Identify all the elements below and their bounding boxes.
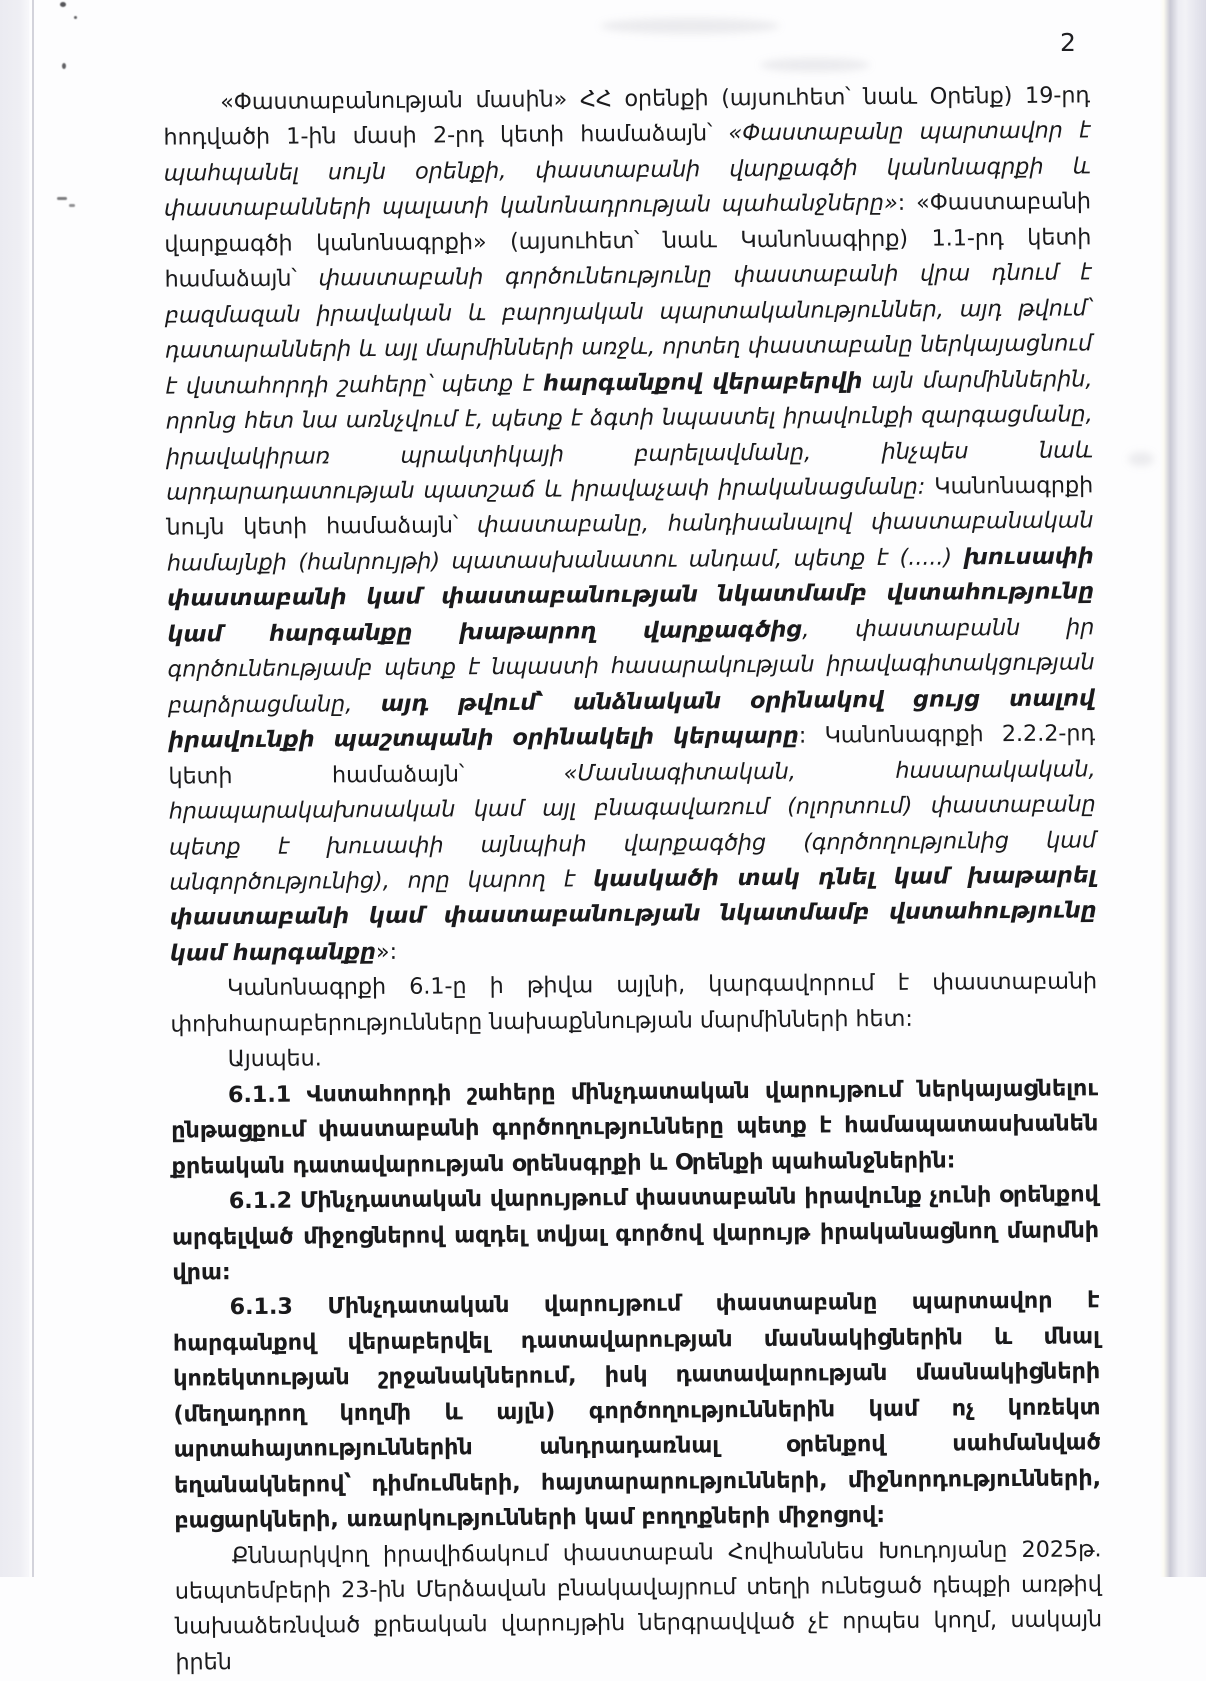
paragraph [172,1284,1101,1539]
page-number: 2 [1060,28,1076,57]
paragraph [171,1071,1099,1185]
text-run: , փաստաբանն իր գործունեությամբ պետք է նպաստի հասարակության իրավագիտակցության բարձրացմանը, [167,614,1095,719]
text-run: : «Փաստաբանի վարքագծի կանոնագրքի» (այսուհետ՝ նաև Կանոնագիրք) 1.1-րդ կետի համաձայն՝ [164,188,1092,293]
text-run: 6.1.1 Վստահորդի շահերը մինչդատական վարույթում ներկայացնելու ընթացքում փաստաբանի գործողությունները պետք է համապատասխանեն քրեական դատավարության օրենսգրքի և Օրենքի պահանջներին: [171,1075,1099,1180]
paragraph [174,1532,1102,1681]
ink-speck [74,16,77,19]
ink-speck [60,2,66,7]
scan-smudge [1128,452,1154,466]
text-run: Կանոնագրքի 6.1-ը ի թիվա այլնի, կարգավորում է փաստաբանի փոխհարաբերությունները նախաքննության մարմինների հետ: [170,968,1098,1038]
text-run: փաստաբանի գործունեությունը փաստաբանի վրա դնում է բազմազան իրավական և բարոյական պարտականություններ, այդ թվում՝ դատարանների և այլ մարմինների առջև, որտեղ փաստաբանը ներկայացնում է վստահորդի շահերը՝ պետք է [164,259,1093,400]
paragraph [170,965,1098,1043]
paragraph [172,1177,1100,1291]
paragraph [163,78,1097,972]
scan-right-page-edge [1160,0,1206,1577]
scan-smudge [600,18,780,34]
scan-left-margin [0,0,30,1577]
document-body [163,78,1103,1681]
ink-speck [62,63,66,69]
text-run: Քննարկվող իրավիճակում փաստաբան Հովհաննես Խուդոյանը 2025թ. սեպտեմբերի 23-ին Մերձավան բնակավայրում տեղի ունեցած դեպքի առթիվ նախաձեռնված քրեական վարույթին ներգրավված չէ որպես կողմ, սակայն իրեն [174,1535,1103,1676]
text-run: «Մասնագիտական, հասարակական, հրապարակախոսական կամ այլ բնագավառում (ոլորտում) փաստաբանը պետք է խուսափի այնպիսի վարքագծից (գործողությունից կամ անգործությունից), որը կարող է [168,755,1097,896]
text-run: փաստաբանը, հանդիսանալով փաստաբանական համայնքի (հանրույթի) պատասխանատու անդամ, պետք է (.....) [166,507,1094,577]
scan-left-edge-line [32,0,34,1577]
ink-speck [57,197,67,200]
text-run: Կանոնագրքի նույն կետի համաձայն՝ [166,472,1094,542]
text-run: «Փաստաբանության մասին» ՀՀ օրենքի (այսուհետ՝ նաև Օրենք) 19-րդ հոդվածի 1-ին մասի 2-րդ կետի համաձայն՝ [163,82,1091,152]
text-run: 6.1.3 Մինչդատական վարույթում փաստաբանը պարտավոր է հարգանքով վերաբերվել դատավարության մասնակիցներին և մնալ կոռեկտության շրջանակներում, իսկ դատավարության մասնակիցների (մեղադրող կողմի և այլն) գործողություններին կամ ոչ կոռեկտ արտահայտություններին անդրադառնալ օրենքով սահմանված եղանակներով՝ դիմումների, հայտարարությունների, միջնորդությունների, բացարկների, առարկությունների կամ բողոքների միջոցով: [172,1287,1102,1534]
scan-smudge [760,58,870,72]
text-run: այդ թվում՝ անձնական օրինակով ցույց տալով իրավունքի պաշտպանի օրինակելի կերպարը [168,685,1095,754]
text-run: «Փաստաբանը պարտավոր է պահպանել սույն օրենքի, փաստաբանի վարքագծի կանոնագրքի և փաստաբանների պալատի կանոնադրության պահանջները» [163,117,1091,222]
text-run: : Կանոնագրքի 2.2.2-րդ կետի համաձայն՝ [168,720,1096,790]
text-run: Այսպես. [227,1045,322,1073]
text-run: այն մարմիններին, որոնց հետ նա առնչվում է, պետք է ձգտի նպաստել իրավունքի զարգացմանը, իրավակիրառ պրակտիկայի բարելավմանը, ինչպես նաև արդարադատության պատշաճ և իրավաչափ իրականացմանը: [165,365,1094,506]
ink-speck [69,204,75,207]
text-run: »: [375,938,398,965]
text-run: խուսափի փաստաբանի կամ փաստաբանության նկատմամբ վստահությունը կամ հարգանքը խաթարող վարքագծից [166,543,1095,648]
text-run: կասկածի տակ դնել կամ խաթարել փաստաբանի կամ փաստաբանության նկատմամբ վստահությունը կամ հարգանքը [169,862,1097,967]
text-run: 6.1.2 Մինչդատական վարույթում փաստաբանն իրավունք չունի օրենքով արգելված միջոցներով ազդել տվյալ գործով վարույթ իրականացնող մարմնի վրա: [171,1181,1100,1286]
text-run: հարգանքով վերաբերվի [542,367,863,397]
